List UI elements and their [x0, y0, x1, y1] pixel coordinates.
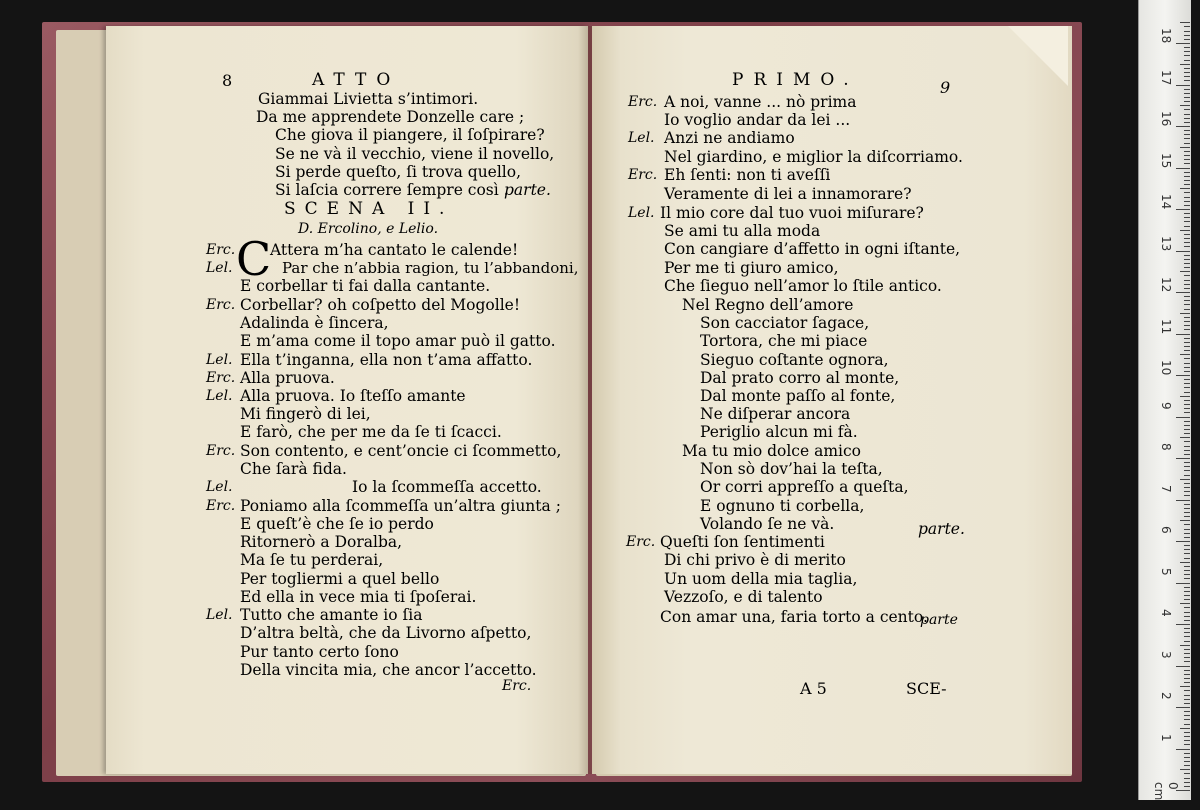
verse-line: Par che n’abbia ragion, tu l’abbandoni,	[282, 259, 579, 277]
ruler-tick	[1184, 462, 1190, 463]
speaker-label: Lel.	[206, 607, 233, 623]
verse-line: Mi fingerò di lei,	[240, 405, 371, 423]
ruler-tick	[1184, 39, 1190, 40]
ruler-tick	[1184, 267, 1190, 268]
ruler-tick	[1184, 678, 1190, 679]
verse-line: D’altra beltà, che da Livorno aſpetto,	[240, 624, 532, 642]
ruler-tick	[1176, 666, 1190, 667]
ruler-tick	[1184, 450, 1190, 451]
ruler-tick	[1184, 72, 1190, 73]
verse-line: Vezzoſo, e di talento	[664, 588, 823, 606]
ruler-tick	[1184, 537, 1190, 538]
ruler-tick	[1184, 89, 1190, 90]
stage-direction: parte	[920, 612, 958, 628]
verse-line: Tortora, che mi piace	[700, 332, 868, 350]
ruler-tick	[1184, 259, 1190, 260]
ruler-tick	[1176, 209, 1190, 210]
ruler-tick	[1176, 375, 1190, 376]
ruler-tick	[1184, 284, 1190, 285]
verse-line: Con cangiare d’affetto in ogni iſtante,	[664, 240, 961, 258]
ruler-tick	[1184, 446, 1190, 447]
ruler-tick	[1176, 541, 1190, 542]
ruler-tick	[1184, 383, 1190, 384]
ruler-tick	[1184, 757, 1190, 758]
ruler-label: 16	[1159, 111, 1173, 127]
ruler-tick	[1184, 151, 1190, 152]
speaker-label: Lel.	[628, 205, 655, 221]
verse-line: Giammai Livietta s’intimori.	[258, 90, 479, 108]
ruler-tick	[1184, 51, 1190, 52]
ruler-tick	[1180, 105, 1190, 106]
ruler-tick	[1184, 309, 1190, 310]
ruler-tick	[1176, 43, 1190, 44]
verse-line: Di chi privo è di merito	[664, 551, 846, 569]
ruler-label: 8	[1159, 443, 1173, 451]
ruler-tick	[1184, 545, 1190, 546]
ruler-tick	[1184, 524, 1190, 525]
verse-line: Nel giardino, e miglior la diſcorriamo.	[664, 148, 963, 166]
ruler-tick	[1184, 599, 1190, 600]
speaker-label: Erc.	[628, 94, 658, 110]
ruler-tick	[1184, 516, 1190, 517]
ruler-tick	[1184, 508, 1190, 509]
ruler-label: 11	[1159, 318, 1173, 334]
ruler-tick	[1184, 690, 1190, 691]
ruler-label: 1	[1159, 733, 1173, 742]
ruler-tick	[1184, 724, 1190, 725]
ruler-tick	[1180, 728, 1190, 729]
ruler-tick	[1184, 387, 1190, 388]
ruler-tick	[1184, 558, 1190, 559]
ruler-tick	[1184, 491, 1190, 492]
ruler-tick	[1184, 412, 1190, 413]
ruler-label: 6	[1159, 526, 1173, 534]
ruler-tick	[1176, 583, 1190, 584]
ruler-tick	[1184, 773, 1190, 774]
ruler-tick	[1184, 155, 1190, 156]
ruler-label: 13	[1159, 235, 1173, 251]
ruler-tick	[1184, 68, 1190, 69]
ruler-tick	[1180, 271, 1190, 272]
verse-line: Volando ſe ne và.	[700, 515, 835, 533]
ruler-tick	[1184, 317, 1190, 318]
ruler-tick	[1184, 711, 1190, 712]
verse-line: Per togliermi a quel bello	[240, 570, 440, 588]
ruler-label: 4	[1159, 609, 1173, 617]
ruler-tick	[1184, 682, 1190, 683]
ruler-tick	[1184, 143, 1190, 144]
ruler-tick	[1184, 466, 1190, 467]
verse-line: Eh ſenti: non ti aveſſi	[664, 166, 831, 184]
speaker-label: Lel.	[206, 352, 233, 368]
ruler-tick	[1184, 358, 1190, 359]
verse-line: Che ſieguo nell’amor lo ſtile antico.	[664, 277, 942, 295]
verse-line: Si laſcia correre ſempre così .	[275, 181, 509, 199]
ruler-label: 14	[1159, 194, 1173, 210]
ruler-tick	[1184, 487, 1190, 488]
speaker-label: Lel.	[206, 479, 233, 495]
ruler-tick	[1184, 234, 1190, 235]
ruler-tick	[1184, 674, 1190, 675]
ruler-tick	[1184, 591, 1190, 592]
ruler-tick	[1180, 396, 1190, 397]
ruler-tick	[1176, 624, 1190, 625]
ruler-tick	[1184, 163, 1190, 164]
verse-line: Tutto che amante io ſia	[240, 606, 423, 624]
ruler-tick	[1184, 60, 1190, 61]
ruler-tick	[1184, 304, 1190, 305]
stage-direction: parte.	[504, 181, 551, 199]
verse-line: Periglio alcun mi fà.	[700, 423, 858, 441]
ruler-tick	[1184, 566, 1190, 567]
ruler-tick	[1184, 392, 1190, 393]
ruler-tick	[1184, 280, 1190, 281]
speaker-label: Erc.	[628, 167, 658, 183]
ruler-tick	[1184, 765, 1190, 766]
left-page-number: 8	[222, 71, 233, 90]
ruler-tick	[1184, 761, 1190, 762]
ruler-tick	[1184, 529, 1190, 530]
ruler-tick	[1180, 603, 1190, 604]
ruler-tick	[1184, 321, 1190, 322]
ruler-tick	[1176, 85, 1190, 86]
verse-line: E farò, che per me da ſe ti ſcacci.	[240, 423, 502, 441]
ruler-tick	[1180, 147, 1190, 148]
ruler-tick	[1180, 520, 1190, 521]
ruler-tick	[1184, 429, 1190, 430]
ruler-tick	[1184, 495, 1190, 496]
ruler-tick	[1184, 296, 1190, 297]
ruler-tick	[1180, 686, 1190, 687]
ruler-tick	[1184, 636, 1190, 637]
ruler-tick	[1184, 35, 1190, 36]
ruler-tick	[1184, 483, 1190, 484]
ruler-tick	[1184, 512, 1190, 513]
scene-heading: SCENA II.	[284, 199, 454, 219]
verse-line: Che giova il piangere, il ſoſpirare?	[275, 126, 545, 144]
ruler-tick	[1184, 238, 1190, 239]
verse-line: Or corri appreſſo a queſta,	[700, 478, 909, 496]
ruler-tick	[1184, 504, 1190, 505]
verse-line: Dal monte paſſo al fonte,	[700, 387, 896, 405]
ruler-label: 9	[1159, 401, 1173, 410]
ruler-tick	[1176, 334, 1190, 335]
ruler-label: 15	[1159, 152, 1173, 168]
ruler-tick	[1184, 441, 1190, 442]
ruler-tick	[1176, 126, 1190, 127]
ruler-tick	[1184, 221, 1190, 222]
verse-line: Non sò dov’hai la teſta,	[700, 460, 883, 478]
verse-line: Ed ella in vece mia ti ſpoſerai.	[240, 588, 477, 606]
ruler-tick	[1184, 595, 1190, 596]
ruler-tick	[1180, 562, 1190, 563]
ruler-tick	[1184, 134, 1190, 135]
ruler-tick	[1184, 533, 1190, 534]
ruler-tick	[1184, 786, 1190, 787]
ruler-tick	[1184, 778, 1190, 779]
verse-line: Anzi ne andiamo	[664, 129, 795, 147]
stage-direction: parte.	[918, 520, 965, 538]
verse-line: A noi, vanne ... nò prima	[664, 93, 857, 111]
verse-line: Se ami tu alla moda	[664, 222, 821, 240]
verse-line: Ella t’inganna, ella non t’ama affatto.	[240, 351, 533, 369]
verse-line: Con amar una, faria torto a cento.	[660, 608, 928, 626]
ruler-tick	[1184, 753, 1190, 754]
ruler-tick	[1184, 159, 1190, 160]
ruler-tick	[1184, 695, 1190, 696]
ruler-tick	[1184, 325, 1190, 326]
speaker-label: Lel.	[628, 130, 655, 146]
verse-line: Veramente di lei a innamorare?	[664, 185, 912, 203]
ruler-tick	[1184, 549, 1190, 550]
ruler-tick	[1180, 22, 1190, 23]
ruler-label: 5	[1159, 567, 1173, 576]
ruler-label: 2	[1159, 692, 1173, 700]
ruler-tick	[1184, 732, 1190, 733]
speaker-label: Erc.	[206, 443, 236, 459]
ruler-tick	[1184, 553, 1190, 554]
ruler-tick	[1184, 338, 1190, 339]
ruler-tick	[1180, 437, 1190, 438]
ruler-tick	[1184, 408, 1190, 409]
ruler-tick	[1184, 587, 1190, 588]
ruler-tick	[1184, 176, 1190, 177]
verse-line: Alla pruova.	[240, 369, 335, 387]
ruler-tick	[1184, 363, 1190, 364]
ruler-tick	[1184, 719, 1190, 720]
ruler-tick	[1184, 31, 1190, 32]
ruler-tick	[1176, 168, 1190, 169]
ruler-tick	[1184, 118, 1190, 119]
ruler-tick	[1184, 421, 1190, 422]
verse-line: Ne diſperar ancora	[700, 405, 851, 423]
ruler-label: 18	[1159, 28, 1173, 44]
ruler-tick	[1184, 346, 1190, 347]
verse-line: Nel Regno dell’amore	[682, 296, 854, 314]
ruler-tick	[1184, 114, 1190, 115]
ruler-tick	[1184, 130, 1190, 131]
ruler-label: 10	[1159, 360, 1173, 376]
ruler-tick	[1184, 475, 1190, 476]
verse-line: E queſt’è che ſe io perdo	[240, 515, 434, 533]
ruler-tick	[1184, 180, 1190, 181]
ruler-tick	[1176, 458, 1190, 459]
ruler-tick	[1176, 707, 1190, 708]
ruler-tick	[1184, 371, 1190, 372]
ruler-tick	[1184, 217, 1190, 218]
ruler-tick	[1184, 425, 1190, 426]
ruler-tick	[1184, 616, 1190, 617]
folded-corner	[1008, 26, 1068, 86]
ruler-tick	[1180, 230, 1190, 231]
ruler-tick	[1184, 653, 1190, 654]
ruler-tick	[1184, 578, 1190, 579]
ruler-tick	[1184, 350, 1190, 351]
ruler-tick	[1184, 404, 1190, 405]
ruler-label: 7	[1159, 484, 1173, 493]
verse-line: Per me ti giuro amico,	[664, 259, 839, 277]
ruler-tick	[1184, 470, 1190, 471]
speaker-label: Lel.	[206, 388, 233, 404]
ruler-tick	[1180, 64, 1190, 65]
verse-line: Della vincita mia, che ancor l’accetto.	[240, 661, 537, 679]
verse-line: Ritornerò a Doralba,	[240, 533, 403, 551]
ruler-tick	[1180, 313, 1190, 314]
ruler-tick	[1184, 628, 1190, 629]
catchword: Erc.	[502, 678, 532, 694]
right-running-head: PRIMO.	[732, 70, 859, 90]
scene-characters: D. Ercolino, e Lelio.	[298, 221, 439, 237]
ruler-tick	[1184, 55, 1190, 56]
ruler-tick	[1184, 670, 1190, 671]
speaker-label: Lel.	[206, 260, 233, 276]
ruler-tick	[1184, 649, 1190, 650]
ruler-tick	[1184, 184, 1190, 185]
verse-line: E corbellar ti fai dalla cantante.	[240, 277, 491, 295]
ruler-tick	[1184, 574, 1190, 575]
ruler-tick	[1180, 479, 1190, 480]
ruler-tick	[1184, 329, 1190, 330]
verse-line: Che ſarà fida.	[240, 460, 347, 478]
ruler-tick	[1184, 433, 1190, 434]
signature-mark: A 5	[800, 679, 827, 698]
verse-line: Ma ſe tu perderai,	[240, 551, 384, 569]
ruler-tick	[1180, 188, 1190, 189]
verse-line: Son contento, e cent’oncie ci ſcommetto,	[240, 442, 562, 460]
verse-line: Dal prato corro al monte,	[700, 369, 900, 387]
ruler-tick	[1184, 275, 1190, 276]
ruler-label: 17	[1159, 69, 1173, 85]
verse-line: Ma tu mio dolce amico	[682, 442, 861, 460]
verse-line: Se ne và il vecchio, viene il novello,	[275, 145, 555, 163]
ruler-tick	[1184, 213, 1190, 214]
ruler-label: 0 cm	[1152, 782, 1180, 801]
ruler-tick	[1184, 246, 1190, 247]
verse-line: E ognuno ti corbella,	[700, 497, 865, 515]
ruler-tick	[1184, 570, 1190, 571]
ruler-label: 3	[1159, 650, 1173, 659]
ruler-tick	[1184, 205, 1190, 206]
speaker-label: Erc.	[206, 242, 236, 258]
ruler-tick	[1184, 657, 1190, 658]
verse-line: Corbellar? oh coſpetto del Mogolle!	[240, 296, 521, 314]
verse-line: Poniamo alla ſcommeſſa un’altra giunta ;	[240, 497, 561, 515]
speaker-label: Erc.	[206, 498, 236, 514]
ruler-tick	[1184, 300, 1190, 301]
ruler-tick	[1184, 226, 1190, 227]
ruler-tick	[1176, 500, 1190, 501]
verse-line: Queſti ſon ſentimenti	[660, 533, 825, 551]
ruler-tick	[1184, 101, 1190, 102]
ruler-tick	[1184, 342, 1190, 343]
ruler-tick	[1184, 192, 1190, 193]
verse-line: Pur tanto certo ſono	[240, 643, 399, 661]
catchword: SCE-	[906, 679, 947, 698]
ruler-tick	[1176, 749, 1190, 750]
ruler-tick	[1176, 417, 1190, 418]
ruler-tick	[1184, 641, 1190, 642]
ruler-tick	[1184, 288, 1190, 289]
ruler-tick	[1180, 354, 1190, 355]
verse-line: Sieguo coſtante ognora,	[700, 351, 889, 369]
speaker-label: Erc.	[626, 534, 656, 550]
ruler-tick	[1184, 715, 1190, 716]
ruler-tick	[1184, 80, 1190, 81]
ruler-tick	[1184, 379, 1190, 380]
ruler-tick	[1184, 699, 1190, 700]
ruler-tick	[1184, 632, 1190, 633]
verse-line: Io la ſcommeſſa accetto.	[352, 478, 542, 496]
ruler-tick	[1184, 367, 1190, 368]
ruler-tick	[1184, 197, 1190, 198]
ruler-tick	[1184, 782, 1190, 783]
ruler-tick	[1184, 612, 1190, 613]
verse-line: Alla pruova. Io ſteſſo amante	[240, 387, 466, 405]
ruler-tick	[1184, 263, 1190, 264]
ruler-tick	[1184, 740, 1190, 741]
ruler-tick	[1184, 122, 1190, 123]
ruler-tick	[1184, 47, 1190, 48]
ruler-tick	[1184, 620, 1190, 621]
ruler-tick	[1184, 201, 1190, 202]
ruler-tick	[1184, 138, 1190, 139]
ruler-tick	[1176, 251, 1190, 252]
verse-line: Da me apprendete Donzelle care ;	[256, 108, 525, 126]
ruler-tick	[1184, 255, 1190, 256]
verse-line: Il mio core dal tuo vuoi miſurare?	[660, 204, 924, 222]
ruler-tick	[1184, 242, 1190, 243]
ruler-tick	[1184, 744, 1190, 745]
ruler-tick	[1184, 172, 1190, 173]
verse-line: E m’ama come il topo amar può il gatto.	[240, 332, 556, 350]
ruler-tick	[1180, 645, 1190, 646]
ruler-tick	[1184, 661, 1190, 662]
verse-line: Un uom della mia taglia,	[664, 570, 858, 588]
verse-line: Adalinda è ſincera,	[240, 314, 389, 332]
verse-line: Son cacciator ſagace,	[700, 314, 870, 332]
ruler-tick	[1184, 93, 1190, 94]
verse-line: Si perde queſto, ſi trova quello,	[275, 163, 522, 181]
verse-line: Io voglio andar da lei ...	[664, 111, 851, 129]
ruler-tick	[1184, 703, 1190, 704]
ruler-tick	[1184, 109, 1190, 110]
speaker-label: Erc.	[206, 297, 236, 313]
ruler-tick	[1176, 292, 1190, 293]
ruler-tick	[1184, 454, 1190, 455]
speaker-label: Erc.	[206, 370, 236, 386]
ruler-tick	[1184, 97, 1190, 98]
ruler-tick	[1184, 26, 1190, 27]
ruler-tick	[1184, 76, 1190, 77]
ruler-tick	[1184, 400, 1190, 401]
left-running-head: ATTO	[312, 70, 401, 90]
ruler-tick	[1184, 736, 1190, 737]
right-page-number: 9	[940, 78, 951, 97]
ruler-tick	[1184, 607, 1190, 608]
verse-line: Attera m’ha cantato le calende!	[270, 241, 519, 259]
ruler-tick	[1180, 769, 1190, 770]
drop-cap: C	[236, 232, 272, 286]
ruler-label: 12	[1159, 277, 1173, 293]
